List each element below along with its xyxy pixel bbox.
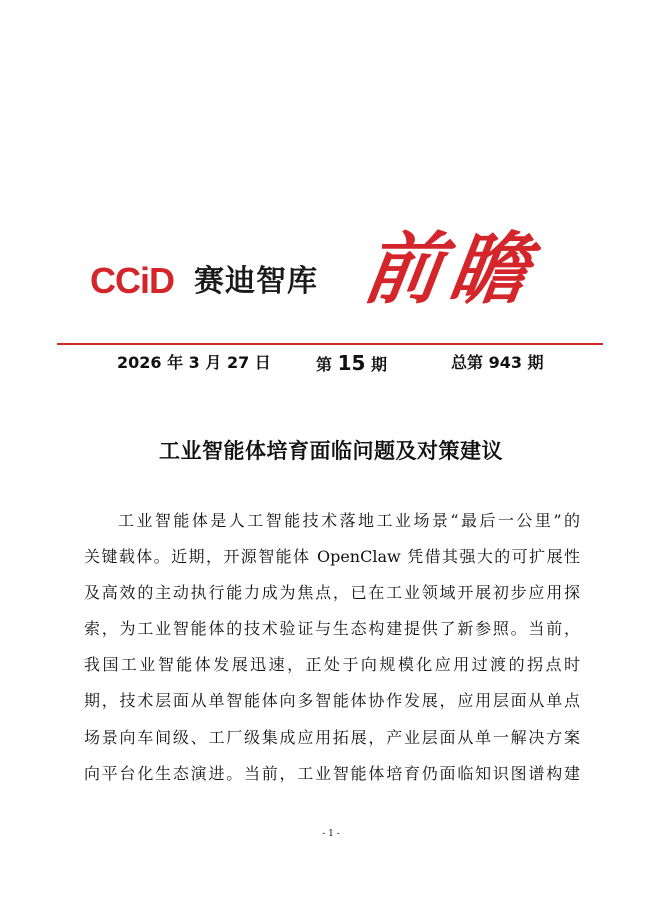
masthead xyxy=(88,224,588,315)
issue-number-value: 15 xyxy=(337,351,366,375)
article-body xyxy=(84,511,580,800)
issue-prefix: 第 xyxy=(316,355,333,374)
body-line: 场景向车间级、工厂级集成应用拓展，产业层面从单一解决方案 xyxy=(84,727,580,747)
ccid-logo: CCiD xyxy=(90,260,174,301)
brand-name: 赛迪智库 xyxy=(194,264,318,299)
body-line: 关键载体。近期，开源智能体 OpenClaw 凭借其强大的可扩展性 xyxy=(84,547,580,567)
header-rule xyxy=(57,343,603,345)
body-line: 索，为工业智能体的技术验证与生态构建提供了新参照。当前， xyxy=(84,619,580,639)
issue-number xyxy=(316,352,387,376)
body-line: 及高效的主动执行能力成为焦点，已在工业领域开展初步应用探 xyxy=(84,583,580,603)
body-line: 我国工业智能体发展迅速，正处于向规模化应用过渡的拐点时 xyxy=(84,655,580,675)
issue-suffix: 期 xyxy=(371,355,388,374)
total-issue: 总第 943 期 xyxy=(451,353,544,372)
body-line: 工业智能体是人工智能技术落地工业场景“最后一公里”的 xyxy=(118,511,580,530)
body-line: 期，技术层面从单智能体向多智能体协作发展，应用层面从单点 xyxy=(84,691,580,711)
article-title: 工业智能体培育面临问题及对策建议 xyxy=(159,438,503,463)
publication-title: 前瞻 xyxy=(357,224,543,315)
issue-date: 2026 年 3 月 27 日 xyxy=(117,353,271,372)
body-line: 向平台化生态演进。当前，工业智能体培育仍面临知识图谱构建 xyxy=(84,763,580,783)
page-number: - 1 - xyxy=(322,829,340,839)
